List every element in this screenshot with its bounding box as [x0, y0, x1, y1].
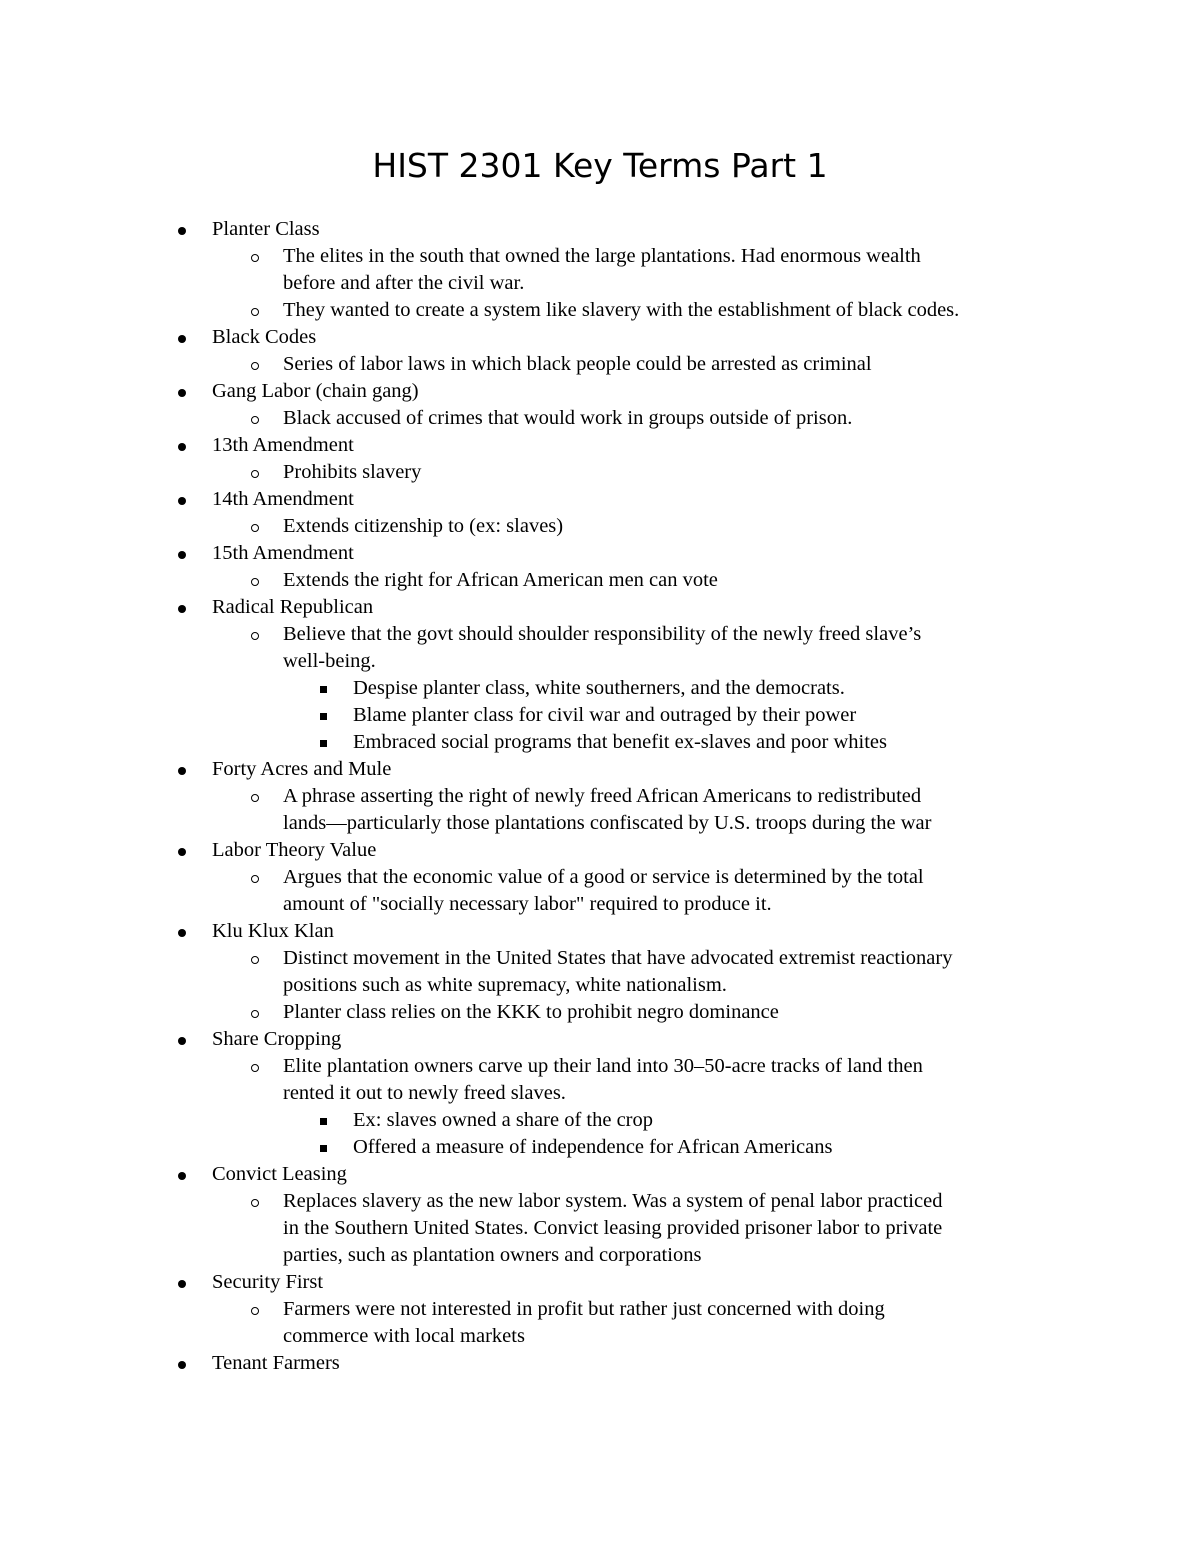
- term-heading: Planter Class: [212, 218, 320, 240]
- term-heading: Forty Acres and Mule: [212, 758, 392, 780]
- term-subpoint: Offered a measure of independence for African Americans: [353, 1136, 833, 1158]
- term-definition: Series of labor laws in which black people could be arrested as criminal: [283, 353, 872, 375]
- term-definition: Argues that the economic value of a good or service is determined by the total: [283, 866, 924, 888]
- term-subpoint: Embraced social programs that benefit ex-slaves and poor whites: [353, 731, 887, 753]
- term-definition: lands—particularly those plantations confiscated by U.S. troops during the war: [283, 812, 932, 834]
- bullet-circle-icon: [251, 524, 259, 532]
- bullet-circle-icon: [251, 470, 259, 478]
- bullet-disc-icon: [178, 335, 186, 343]
- bullet-disc-icon: [178, 389, 186, 397]
- term-definition: in the Southern United States. Convict leasing provided prisoner labor to private: [283, 1217, 943, 1239]
- bullet-disc-icon: [178, 227, 186, 235]
- term-definition: Planter class relies on the KKK to prohibit negro dominance: [283, 1001, 779, 1023]
- bullet-circle-icon: [251, 308, 259, 316]
- term-heading: Black Codes: [212, 326, 317, 348]
- bullet-circle-icon: [251, 254, 259, 262]
- term-definition: Prohibits slavery: [283, 461, 422, 483]
- term-heading: Labor Theory Value: [212, 839, 377, 861]
- bullet-circle-icon: [251, 956, 259, 964]
- bullet-disc-icon: [178, 497, 186, 505]
- bullet-disc-icon: [178, 1037, 186, 1045]
- term-definition: amount of "socially necessary labor" required to produce it.: [283, 893, 772, 915]
- bullet-disc-icon: [178, 551, 186, 559]
- term-definition: parties, such as plantation owners and corporations: [283, 1244, 702, 1266]
- term-definition: Believe that the govt should shoulder responsibility of the newly freed slave’s: [283, 623, 922, 645]
- bullet-disc-icon: [178, 929, 186, 937]
- term-definition: positions such as white supremacy, white nationalism.: [283, 974, 727, 996]
- term-heading: Gang Labor (chain gang): [212, 380, 419, 402]
- term-definition: Distinct movement in the United States that have advocated extremist reactionary: [283, 947, 953, 969]
- bullet-square-icon: [320, 1118, 327, 1125]
- term-definition: Extends the right for African American men can vote: [283, 569, 718, 591]
- term-definition: well-being.: [283, 650, 376, 672]
- bullet-disc-icon: [178, 1361, 186, 1369]
- term-heading: Security First: [212, 1271, 324, 1293]
- bullet-disc-icon: [178, 767, 186, 775]
- bullet-disc-icon: [178, 605, 186, 613]
- term-definition: rented it out to newly freed slaves.: [283, 1082, 566, 1104]
- term-heading: Convict Leasing: [212, 1163, 347, 1185]
- bullet-square-icon: [320, 686, 327, 693]
- term-definition: commerce with local markets: [283, 1325, 525, 1347]
- bullet-disc-icon: [178, 443, 186, 451]
- term-definition: They wanted to create a system like slavery with the establishment of black codes.: [283, 299, 960, 321]
- term-heading: Radical Republican: [212, 596, 374, 618]
- bullet-square-icon: [320, 740, 327, 747]
- term-definition: Elite plantation owners carve up their land into 30–50-acre tracks of land then: [283, 1055, 923, 1077]
- bullet-circle-icon: [251, 578, 259, 586]
- bullet-disc-icon: [178, 1280, 186, 1288]
- term-heading: Klu Klux Klan: [212, 920, 334, 942]
- bullet-circle-icon: [251, 632, 259, 640]
- term-definition: The elites in the south that owned the large plantations. Had enormous wealth: [283, 245, 921, 267]
- term-heading: 15th Amendment: [212, 542, 354, 564]
- bullet-circle-icon: [251, 1010, 259, 1018]
- term-definition: Black accused of crimes that would work in groups outside of prison.: [283, 407, 853, 429]
- term-heading: Share Cropping: [212, 1028, 342, 1050]
- term-definition: Replaces slavery as the new labor system. Was a system of penal labor practiced: [283, 1190, 943, 1212]
- bullet-circle-icon: [251, 794, 259, 802]
- term-subpoint: Blame planter class for civil war and outraged by their power: [353, 704, 857, 726]
- bullet-circle-icon: [251, 1199, 259, 1207]
- term-subpoint: Ex: slaves owned a share of the crop: [353, 1109, 653, 1131]
- bullet-square-icon: [320, 1145, 327, 1152]
- term-definition: Extends citizenship to (ex: slaves): [283, 515, 564, 537]
- bullet-disc-icon: [178, 1172, 186, 1180]
- term-heading: 14th Amendment: [212, 488, 354, 510]
- bullet-square-icon: [320, 713, 327, 720]
- bullet-disc-icon: [178, 848, 186, 856]
- term-definition: A phrase asserting the right of newly freed African Americans to redistributed: [283, 785, 922, 807]
- term-subpoint: Despise planter class, white southerners, and the democrats.: [353, 677, 845, 699]
- bullet-circle-icon: [251, 875, 259, 883]
- bullet-circle-icon: [251, 416, 259, 424]
- page-title: HIST 2301 Key Terms Part 1: [372, 146, 828, 185]
- bullet-circle-icon: [251, 1064, 259, 1072]
- bullet-circle-icon: [251, 1307, 259, 1315]
- term-definition: Farmers were not interested in profit but rather just concerned with doing: [283, 1298, 885, 1320]
- term-definition: before and after the civil war.: [283, 272, 525, 294]
- bullet-circle-icon: [251, 362, 259, 370]
- term-heading: 13th Amendment: [212, 434, 354, 456]
- term-heading: Tenant Farmers: [212, 1352, 340, 1374]
